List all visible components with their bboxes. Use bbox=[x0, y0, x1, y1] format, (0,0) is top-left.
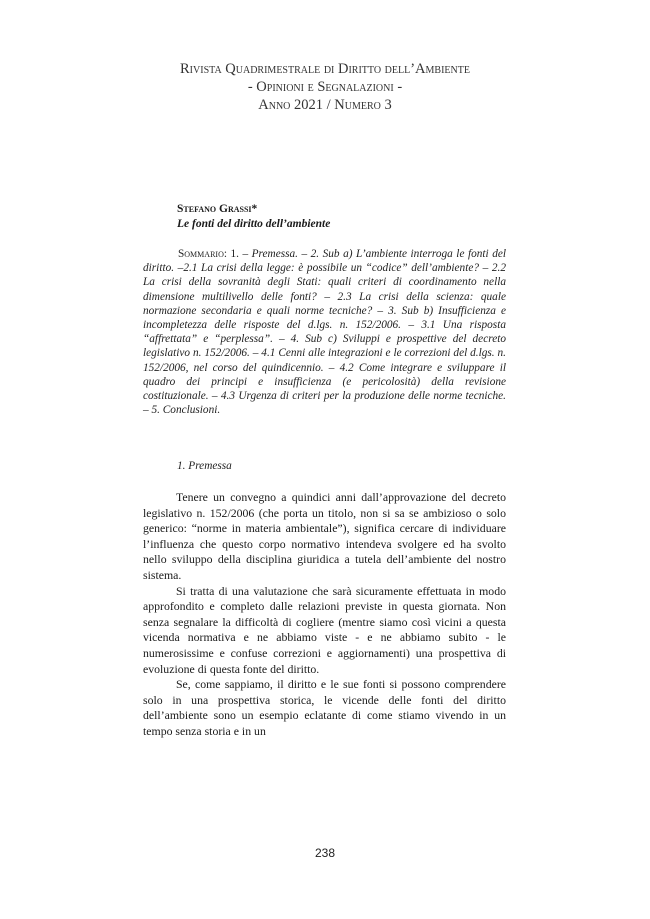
paragraph: Se, come sappiamo, il diritto e le sue fonti si possono comprendere solo in una prospettiva storica, le vicende delle fonti del diritto dell’ambiente sono un esempio eclatante di come stiamo vivendo in un tempo senza storia e in un bbox=[143, 677, 506, 738]
summary-lead: Sommario: 1. bbox=[178, 248, 239, 260]
article-title: Le fonti del diritto dell’ambiente bbox=[177, 218, 331, 230]
main-text bbox=[143, 490, 506, 740]
page-number: 238 bbox=[314, 846, 336, 860]
article-summary bbox=[143, 247, 506, 417]
summary-body: – Premessa. – 2. Sub a) L’ambiente interroga le fonti del diritto. –2.1 La crisi della legge: è possibile un “codice” dell’ambiente? – 2.2 La crisi della sovranità degli Stati: quali criteri di coordinamento nella dimensione multilivello delle fonti? – 2.3 La crisi della scienza: quale normazione secondaria e quali norme tecniche? – 3. Sub b) Insufficienza e incompletezza delle risposte del d.lgs. n. 152/2006. – 3.1 Una risposta “affrettata” e “perplessa”. – 4. Sub c) Sviluppi e prospettive del decreto legislativo n. 152/2006. – 4.1 Cenni alle integrazioni e le correzioni del d.lgs. n. 152/2006, nel corso del quindicennio. – 4.2 Come integrare e sviluppare il quadro dei principi e insufficienza (e pericolosità) della revisione costituzionale. – 4.3 Urgenza di criteri per la produzione delle norme tecniche. – 5. Conclusioni. bbox=[143, 248, 506, 417]
journal-section: - Opinioni e Segnalazioni - bbox=[247, 79, 403, 95]
journal-title: Rivista Quadrimestrale di Diritto dell’Ambiente bbox=[180, 61, 470, 77]
paragraph: Tenere un convegno a quindici anni dall’approvazione del decreto legislativo n. 152/2006 (che porta un titolo, non si sa se ambizioso o solo generico: “norme in materia ambientale”), significa cercare di individuare l’influenza che questo corpo normativo intendeva svolgere ed ha svolto nello sviluppo della disciplina giuridica a tutela dell’ambiente del nostro sistema. bbox=[143, 490, 506, 582]
journal-header bbox=[0, 60, 650, 114]
paragraph: Si tratta di una valutazione che sarà sicuramente effettuata in modo approfondito e completo dalle relazioni previste in questa giornata. Non senza segnalare la difficoltà di cogliere (mentre siamo così vicini a questa vicenda normativa e ne abbiamo viste - e ne abbiamo subito - le numerosissime e confuse correzioni e aggiornamenti) una prospettiva di evoluzione di questa fonte del diritto. bbox=[143, 583, 506, 676]
journal-issue: Anno 2021 / Numero 3 bbox=[258, 97, 392, 113]
article-author: Stefano Grassi* bbox=[177, 203, 258, 215]
section-heading: 1. Premessa bbox=[177, 460, 232, 472]
